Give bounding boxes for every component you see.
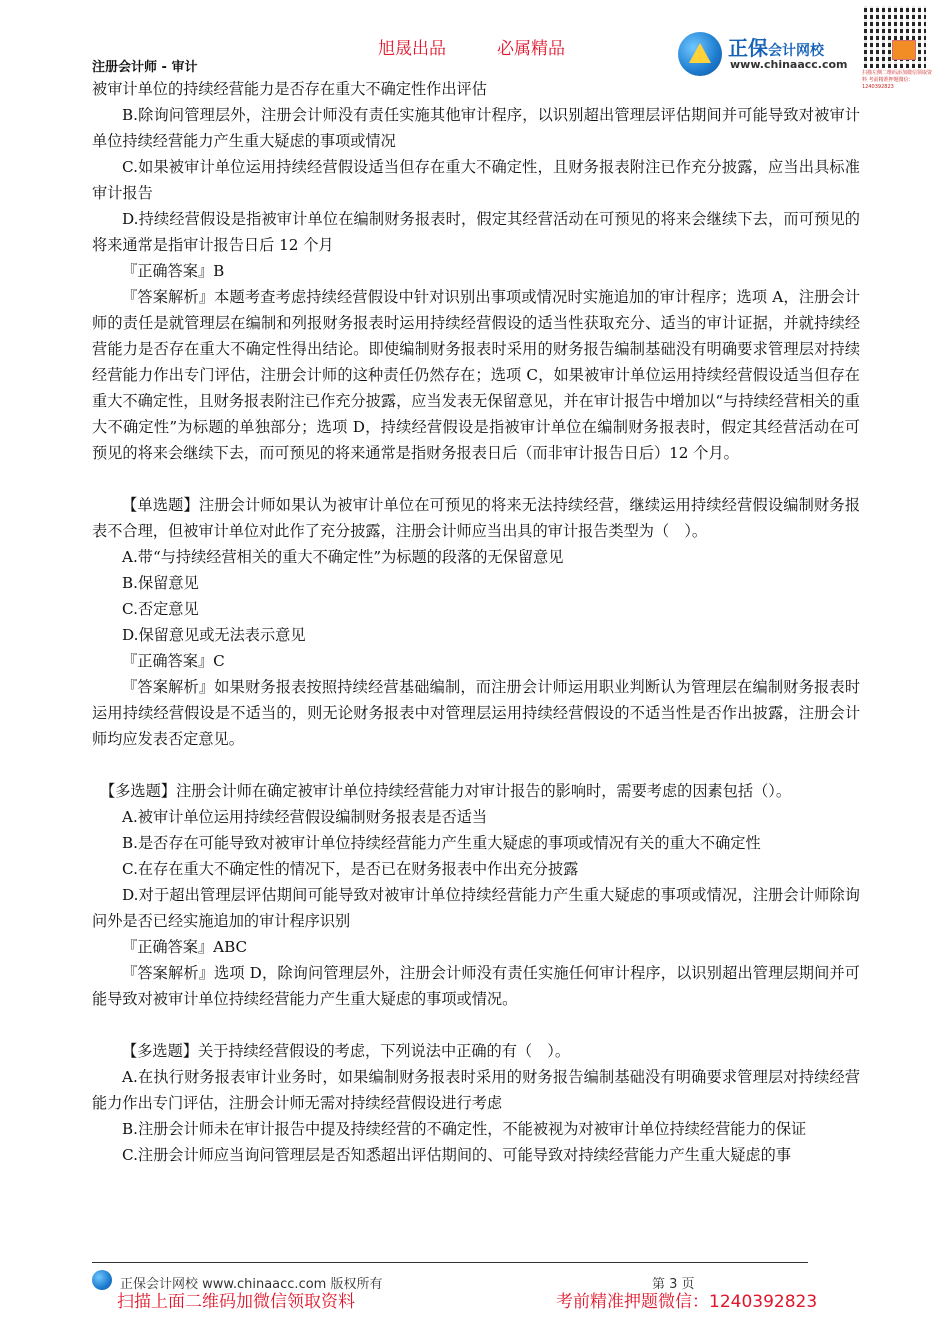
option-a: A.带“与持续经营相关的重大不确定性”为标题的段落的无保留意见 (122, 548, 564, 566)
option-b: B.保留意见 (122, 574, 199, 592)
option-b: B.是否存在可能导致对被审计单位持续经营能力产生重大疑虑的事项或情况有关的重大不确定性 (122, 834, 761, 852)
answer-explanation: 『答案解析』选项 D，除询问管理层外，注册会计师没有责任实施任何审计程序，以识别超出管理层期间并可能导致对被审计单位持续经营能力产生重大疑虑的事项或情况。 (92, 964, 860, 1008)
correct-answer: 『正确答案』C (122, 652, 225, 670)
option-c: C.否定意见 (122, 600, 199, 618)
logo-name: 正保会计网校 (728, 36, 824, 60)
logo-emblem-icon (678, 32, 722, 76)
chinaacc-logo (678, 28, 863, 78)
question-single-choice: 【单选题】注册会计师如果认为被审计单位在可预见的将来无法持续经营，继续运用持续经营假设编制财务报表不合理，但被审计单位对此作了充分披露，注册会计师应当出具的审计报告类型为（ ）。 (92, 496, 860, 540)
answer-explanation: 『答案解析』如果财务报表按照持续经营基础编制，而注册会计师运用职业判断认为管理层在编制财务报表时运用持续经营假设是不适当的，则无论财务报表中对管理层运用持续经营假设的不适当性是否作出披露，注册会计师均应发表否定意见。 (92, 678, 860, 748)
document-subject: 注册会计师 - 审计 (92, 60, 198, 75)
option-c: C.注册会计师应当询问管理层是否知悉超出评估期间的、可能导致对持续经营能力产生重大疑虑的事 (122, 1146, 791, 1164)
option-a: A.被审计单位运用持续经营假设编制财务报表是否适当 (122, 808, 488, 826)
option-b: B.注册会计师未在审计报告中提及持续经营的不确定性，不能被视为对被审计单位持续经营能力的保证 (122, 1120, 807, 1138)
paragraph: 被审计单位的持续经营能力是否存在重大不确定性作出评估 (92, 80, 487, 98)
page-number: 第 3 页 (652, 1277, 695, 1292)
promo-text-right: 考前精准押题微信：1240392823 (556, 1292, 818, 1312)
option-d: D.对于超出管理层评估期间可能导致对被审计单位持续经营能力产生重大疑虑的事项或情况，注册会计师除询问外是否已经实施追加的审计程序识别 (92, 886, 860, 930)
document-body (92, 76, 860, 1168)
option-b: B.除询问管理层外，注册会计师没有责任实施其他审计程序，以识别超出管理层评估期间并可能导致对被审计单位持续经营能力产生重大疑虑的事项或情况 (92, 106, 860, 150)
option-d: D.保留意见或无法表示意见 (122, 626, 306, 644)
option-c: C.在存在重大不确定性的情况下，是否已在财务报表中作出充分披露 (122, 860, 579, 878)
question-multi-choice: 【多选题】注册会计师在确定被审计单位持续经营能力对审计报告的影响时，需要考虑的因素包括（）。 (100, 782, 792, 800)
option-a: A.在执行财务报表审计业务时，如果编制财务报表时采用的财务报告编制基础没有明确要求管理层对持续经营能力作出专门评估，注册会计师无需对持续经营假设进行考虑 (92, 1068, 860, 1112)
qr-caption: 扫描左侧二维码添加微信领取资料 考前精准押题微信：1240392823 (862, 70, 933, 90)
qr-code-icon (864, 6, 926, 68)
answer-explanation: 『答案解析』本题考查考虑持续经营假设中针对识别出事项或情况时实施追加的审计程序；选项 A，注册会计师的责任是就管理层在编制和列报财务报表时运用持续经营假设的适当性获取充分、适当的审计证据，并就持续经营能力是否存在重大不确定性得出结论。即使编制财务报表时采用的财务报告编制基础没有明确要求管理层对持续经营能力作出专门评估，注册会计师的这种责任仍然存在；选项 C，如果被审计单位运用持续经营假设适当但存在重大不确定性，且财务报表附注已作充分披露，应当发表无保留意见，并在审计报告中增加以“与持续经营相关的重大不确定性”为标题的单独部分；选项 D，持续经营假设是指被审计单位在编制财务报表时，假定其经营活动在可预见的将来会继续下去，而可预见的将来通常是指财务报表日后（而非审计报告日后）12 个月。 (92, 288, 860, 462)
promo-text-left: 扫描上面二维码加微信领取资料 (117, 1292, 355, 1312)
footer-divider (92, 1262, 808, 1263)
logo-url: www.chinaacc.com (730, 58, 848, 71)
slogan-right: 必属精品 (497, 39, 565, 59)
footer-logo-icon (92, 1270, 112, 1290)
slogan-left: 旭晟出品 (378, 39, 446, 59)
option-d: D.持续经营假设是指被审计单位在编制财务报表时，假定其经营活动在可预见的将来会继续下去，而可预见的将来通常是指审计报告日后 12 个月 (92, 210, 860, 254)
correct-answer: 『正确答案』ABC (122, 938, 248, 956)
option-c: C.如果被审计单位运用持续经营假设适当但存在重大不确定性，且财务报表附注已作充分披露，应当出具标准审计报告 (92, 158, 860, 202)
footer-copyright: 正保会计网校 www.chinaacc.com 版权所有 (120, 1277, 383, 1292)
question-multi-choice: 【多选题】关于持续经营假设的考虑，下列说法中正确的有（ ）。 (122, 1042, 571, 1060)
correct-answer: 『正确答案』B (122, 262, 225, 280)
